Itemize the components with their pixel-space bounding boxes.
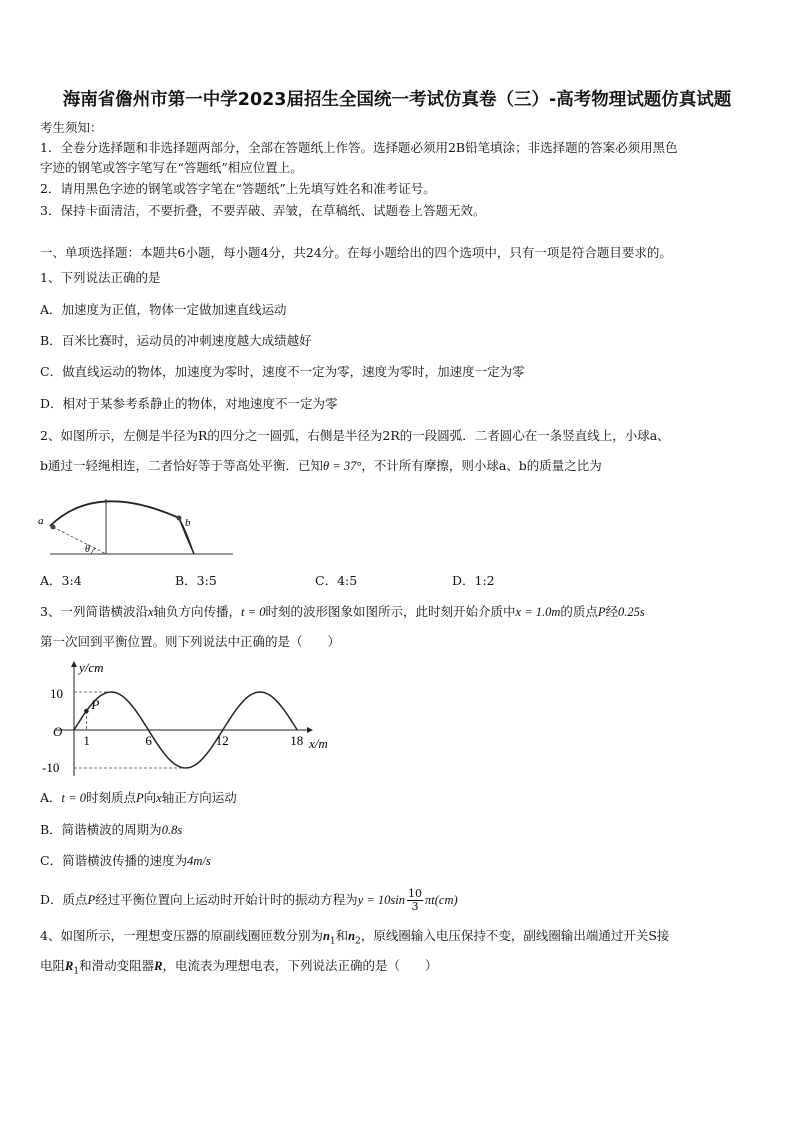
label-theta: θ bbox=[85, 544, 90, 555]
q4-n1-sub: 1 bbox=[329, 936, 336, 947]
q4-n1: n bbox=[322, 929, 330, 943]
q4-n2-sub: 2 bbox=[355, 936, 361, 947]
q3-option-d[interactable] bbox=[40, 888, 458, 913]
q3-c-val: 4m/s bbox=[187, 854, 211, 868]
q3-t0: t = 0 bbox=[241, 605, 266, 619]
ball-a bbox=[51, 525, 56, 530]
q2-stem-line2 bbox=[40, 458, 602, 474]
notice-heading: 考生须知： bbox=[40, 120, 103, 135]
q4-R: R bbox=[154, 959, 163, 973]
point-p bbox=[84, 709, 89, 714]
page-title: 海南省儋州市第一中学2023届招生全国统一考试仿真卷（三）-高考物理试题仿真试题 bbox=[62, 90, 732, 110]
q2-option-a[interactable]: A．3:4 bbox=[40, 573, 82, 588]
q2-option-d[interactable]: D．1:2 bbox=[452, 573, 495, 588]
q2-option-b[interactable]: B．3:5 bbox=[175, 573, 217, 588]
notice-item-1-cont: 字迹的钢笔或答字笔写在“答题纸”相应位置上。 bbox=[40, 160, 303, 175]
q4-n2: n bbox=[348, 929, 356, 943]
x-axis-label: x/m bbox=[309, 736, 328, 751]
y-axis-label: y/cm bbox=[79, 660, 104, 675]
q1-option-d[interactable]: D．相对于某参考系静止的物体，对地速度不一定为零 bbox=[40, 396, 338, 411]
notice-item-2: 2．请用黑色字迹的钢笔或答字笔在“答题纸”上先填写姓名和准考证号。 bbox=[40, 181, 436, 196]
notice-item-1: 1．全卷分选择题和非选择题两部分，全部在答题纸上作答。选择题必须用2B铅笔填涂；非选择题的答案必须用黑色 bbox=[40, 140, 678, 155]
x-tick-6: 6 bbox=[145, 733, 152, 748]
q3-option-b[interactable] bbox=[40, 822, 182, 838]
q3-stem-line2: 第一次回到平衡位置。则下列说法中正确的是（ ） bbox=[40, 634, 341, 649]
q4-l1-pre: 4、如图所示，一理想变压器的原副线圈匝数分别为 bbox=[40, 928, 323, 943]
q1-option-a[interactable]: A．加速度为正值，物体一定做加速直线运动 bbox=[40, 302, 287, 317]
q4-l2-mid: 和滑动变阻器 bbox=[79, 958, 155, 973]
q3-a-pre: A． bbox=[40, 790, 62, 805]
q3-a-mid: 时刻质点 bbox=[85, 790, 136, 805]
q2-line2-pre: b通过一轻绳相连，二者恰好等于等高处平衡．已知 bbox=[40, 458, 324, 473]
q3-d-P: P bbox=[87, 893, 96, 907]
q3-d-pre: D．质点 bbox=[40, 892, 88, 907]
q3-a-P: P bbox=[135, 791, 144, 805]
q4-R1: R bbox=[65, 959, 74, 973]
q2-theta: θ = 37° bbox=[323, 459, 362, 473]
notice-item-3: 3．保持卡面清洁，不要折叠，不要弄破、弄皱，在草稿纸、试题卷上答题无效。 bbox=[40, 203, 486, 218]
q3-option-a[interactable] bbox=[40, 790, 237, 806]
q3-d-eq-a: y = 10sin bbox=[357, 893, 406, 907]
q1-option-c[interactable]: C．做直线运动的物体，加速度为零时，速度不一定为零，速度为零时，加速度一定为零 bbox=[40, 364, 525, 379]
dashed-radius bbox=[53, 527, 106, 554]
q3-l1-c: 时刻的波形图象如图所示，此时刻开始介质中 bbox=[265, 604, 516, 619]
q4-l2-pre: 电阻 bbox=[40, 958, 66, 973]
q3-t025: 0.25s bbox=[618, 605, 645, 619]
q3-b-val: 0.8s bbox=[161, 823, 183, 837]
q3-wave-chart bbox=[36, 656, 346, 778]
section-heading: 一、单项选择题：本题共6小题，每小题4分，共24分。在每小题给出的四个选项中，只有一项是符合题目要求的。 bbox=[40, 245, 672, 260]
point-p-label: P bbox=[91, 697, 100, 712]
q4-stem-line2 bbox=[40, 958, 437, 980]
q3-a-mid2: 向 bbox=[143, 790, 157, 805]
q3-d-eq-b: πt(cm) bbox=[425, 893, 458, 907]
q3-a-post: 轴正方向运动 bbox=[161, 790, 237, 805]
label-a: a bbox=[38, 515, 44, 527]
q4-stem-line1 bbox=[40, 928, 669, 950]
q3-l1-a: 3、一列简谐横波沿 bbox=[40, 604, 148, 619]
q3-d-den: 3 bbox=[411, 900, 419, 913]
q3-b-pre: B．简谐横波的周期为 bbox=[40, 822, 162, 837]
q3-stem-line1 bbox=[40, 604, 645, 620]
q3-option-c[interactable] bbox=[40, 853, 211, 869]
q2-arc-figure bbox=[36, 486, 236, 558]
q4-l1-post: ，原线圈输入电压保持不变，副线圈输出端通过开关S接 bbox=[360, 928, 670, 943]
origin-label: O bbox=[53, 724, 63, 739]
q3-a-t0: t = 0 bbox=[61, 791, 86, 805]
q2-line2-post: ，不计所有摩擦，则小球a、b的质量之比为 bbox=[361, 458, 602, 473]
q3-a-x: x bbox=[156, 791, 162, 805]
x-tick-18: 18 bbox=[290, 733, 304, 748]
x-tick-12: 12 bbox=[215, 733, 229, 748]
q3-d-mid: 经过平衡位置向上运动时开始计时的振动方程为 bbox=[95, 892, 358, 907]
ball-b bbox=[177, 516, 182, 521]
q3-l1-d: 的质点 bbox=[560, 604, 598, 619]
y-tick-10: 10 bbox=[50, 686, 63, 701]
q4-and: 和 bbox=[335, 928, 349, 943]
q2-option-c[interactable]: C．4:5 bbox=[315, 573, 358, 588]
y-tick-neg10: -10 bbox=[42, 760, 60, 775]
q4-R1-sub: 1 bbox=[73, 966, 80, 977]
q1-option-b[interactable]: B．百米比赛时，运动员的冲刺速度越大成绩越好 bbox=[40, 333, 312, 348]
q3-d-num: 10 bbox=[408, 887, 423, 900]
x-tick-1: 1 bbox=[83, 733, 90, 748]
q2-stem-line1: 2、如图所示，左侧是半径为R的四分之一圆弧，右侧是半径为2R的一段圆弧．二者圆心在一条竖直线上，小球a、 bbox=[40, 428, 670, 443]
q3-x1: x = 1.0m bbox=[515, 605, 561, 619]
q3-c-pre: C．简谐横波传播的速度为 bbox=[40, 853, 188, 868]
q3-l1-e: 经 bbox=[605, 604, 619, 619]
q3-P: P bbox=[597, 605, 606, 619]
q3-l1-b: 轴负方向传播， bbox=[153, 604, 242, 619]
q1-stem: 1、下列说法正确的是 bbox=[40, 270, 161, 285]
label-b: b bbox=[185, 517, 191, 529]
large-arc bbox=[50, 501, 179, 526]
q3-d-fraction bbox=[407, 888, 423, 913]
q4-l2-post: ，电流表为理想电表，下列说法正确的是（ ） bbox=[162, 958, 438, 973]
q3-x: x bbox=[147, 605, 154, 619]
